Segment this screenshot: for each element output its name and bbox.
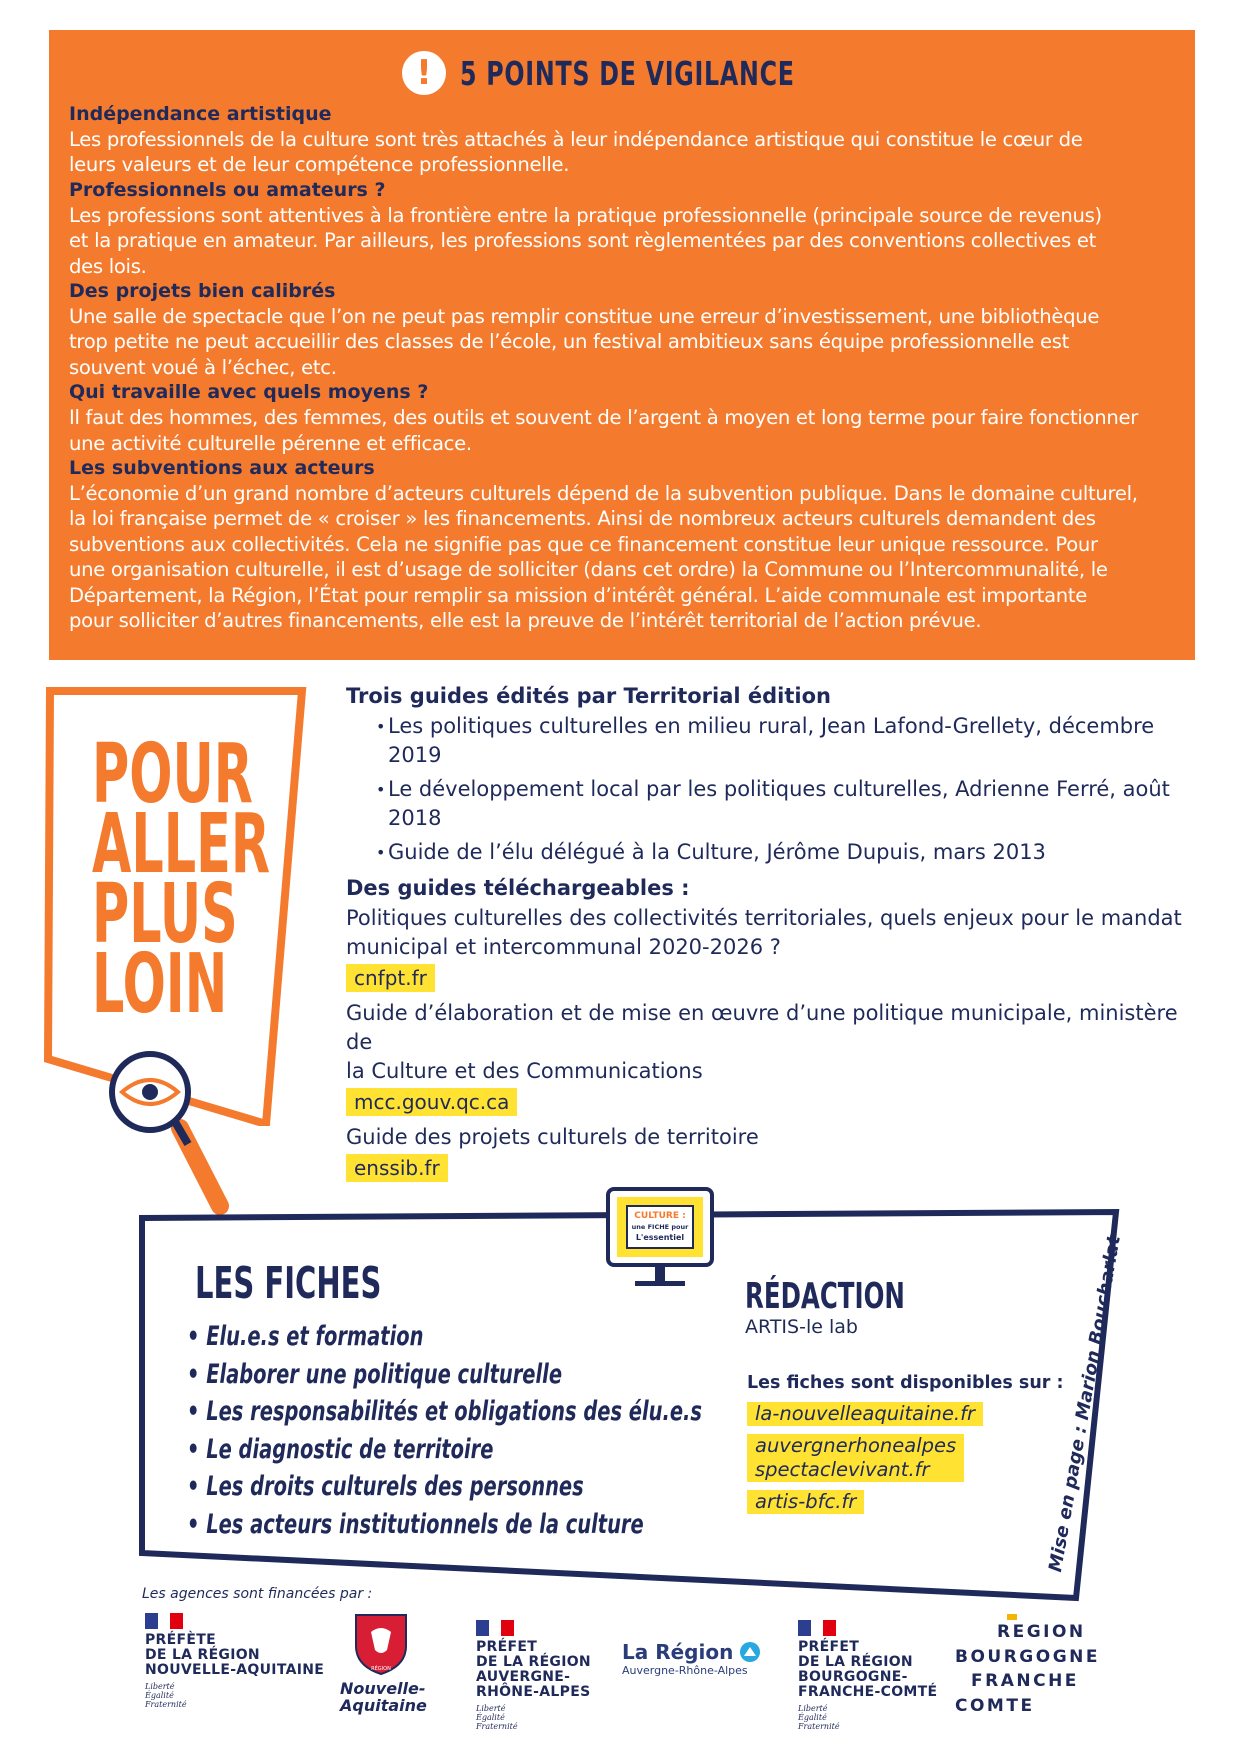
download-link[interactable]: mcc.gouv.qc.ca [346, 1088, 517, 1116]
further-title-line: ALLER [92, 797, 271, 892]
text-line: • Le développement local par les politiques culturelles, Adrienne Ferré, août [388, 777, 1170, 801]
text-line: Les professionnels de la culture sont très attachés à leur indépendance artistique qui constitue le cœur de [69, 128, 1083, 151]
vigilance-section-text [69, 405, 1173, 456]
download-link[interactable]: cnfpt.fr [346, 964, 435, 992]
fiche-item-label: Les acteurs institutionnels de la culture [206, 1508, 644, 1540]
logo-line: DE LA RÉGION [798, 1654, 913, 1670]
monitor-text-line: L'essentiel [635, 1233, 685, 1242]
devise-line: Liberté [476, 1704, 506, 1713]
text-line: une organisation culturelle, il est d’usage de solliciter (dans cet ordre) la Commune ou l’Intercommunalité, le [69, 558, 1108, 582]
french-flag-icon [145, 1613, 183, 1629]
fiche-item-label: Les droits culturels des personnes [206, 1471, 584, 1503]
devise-line: Égalité [145, 1691, 174, 1700]
text-line: la loi française permet de « croiser » les financements. Ainsi de nombreux acteurs culturels demandent des [69, 507, 1096, 531]
logo-line: AUVERGNE- [476, 1669, 571, 1685]
logo-line: PRÉFET [476, 1639, 538, 1655]
site-link[interactable] [747, 1434, 964, 1482]
text-line: L’économie d’un grand nombre d’acteurs culturels dépend de la subvention publique. Dans le domaine culturel, [69, 482, 1138, 506]
financed-label: Les agences sont financées par : [142, 1586, 373, 1602]
fiche-item [187, 1431, 702, 1469]
prefete-na-logo [145, 1613, 324, 1709]
region-bfc-line: FRANCHE [971, 1671, 1079, 1691]
further-guides [346, 680, 1206, 1189]
vigilance-section [69, 178, 1173, 279]
logo-line: DE LA RÉGION [145, 1647, 260, 1663]
vigilance-section-text [69, 304, 1173, 380]
vigilance-sections [69, 102, 1173, 634]
prefete-na-text [145, 1633, 324, 1678]
available-label: Les fiches sont disponibles sur : [747, 1373, 1064, 1393]
fiches-title: LES FICHES [195, 1258, 382, 1309]
layout-credit: Mise en page : Marion Boucharlat [1045, 1233, 1125, 1574]
prefet-ara-logo [476, 1620, 591, 1731]
vigilance-section-title: Qui travaille avec quels moyens ? [69, 381, 429, 404]
site-link[interactable] [747, 1402, 983, 1426]
text-line: Département, la Région, l’État pour remplir sa mission d’intérêt général. L’aide communale est importante [69, 583, 1088, 607]
region-bfc-line: REGION [997, 1622, 1086, 1642]
bullet: • [187, 1471, 207, 1503]
vigilance-box [49, 30, 1195, 660]
redaction-name: ARTIS-le lab [745, 1316, 858, 1338]
text-line: leurs valeurs et de leur compétence professionnelle. [69, 153, 570, 177]
fiche-item-label: Elaborer une politique culturelle [206, 1358, 563, 1390]
site-link[interactable] [747, 1490, 864, 1514]
region-na-line: Aquitaine [340, 1696, 427, 1715]
edited-guides-list [376, 712, 1206, 867]
text-line: Les professions sont attentives à la frontière entre la pratique professionnelle (principale source de revenus) [69, 203, 1102, 227]
region-na-text [340, 1679, 427, 1715]
logo-line: BOURGOGNE- [798, 1669, 908, 1685]
list-item [376, 775, 1206, 833]
vigilance-section-title: Professionnels ou amateurs ? [69, 178, 386, 201]
logo-line: FRANCHE-COMTÉ [798, 1684, 938, 1700]
vigilance-section [69, 102, 1173, 178]
devise [798, 1704, 937, 1731]
vigilance-section-text [69, 203, 1173, 279]
fiche-item-label: Les responsabilités et obligations des élu.e.s [206, 1396, 703, 1428]
devise-line: Fraternité [798, 1722, 840, 1731]
logo-line: DE LA RÉGION [476, 1654, 591, 1670]
devise [145, 1682, 324, 1709]
text-line: spectaclevivant.fr [755, 1458, 930, 1481]
devise-line: Égalité [798, 1713, 827, 1722]
logo-line: PRÉFET [798, 1639, 860, 1655]
further-title-line: PLUS [92, 867, 238, 962]
bullet: • [187, 1433, 207, 1465]
region-ara-logo [622, 1640, 761, 1677]
vigilance-section-title: Les subventions aux acteurs [69, 457, 375, 480]
prefet-bfc-text [798, 1640, 937, 1700]
vigilance-title: 5 POINTS DE VIGILANCE [460, 53, 795, 93]
text-line: • Guide de l’élu délégué à la Culture, Jérôme Dupuis, mars 2013 [388, 840, 1046, 864]
vigilance-section-title: Indépendance artistique [69, 103, 332, 125]
devise-line: Liberté [798, 1704, 828, 1713]
text-line: Guide des projets culturels de territoire [346, 1125, 759, 1149]
magnifier-eye-icon [108, 1050, 238, 1218]
region-na-logo [340, 1612, 427, 1715]
vigilance-section [69, 279, 1173, 380]
redaction-title: RÉDACTION [745, 1276, 905, 1317]
region-bfc-line: BOURGOGNE [955, 1646, 1101, 1667]
region-bfc-line: COMTE [955, 1695, 1035, 1716]
text-line: et la pratique en amateur. Par ailleurs, les professions sont règlementées par des conventions collectives et [69, 229, 1097, 253]
further-title [92, 727, 271, 1032]
vigilance-section [69, 380, 1173, 456]
vigilance-section [69, 456, 1173, 633]
text-line: une activité culturelle pérenne et efficace. [69, 431, 472, 455]
fiche-item [187, 1468, 702, 1506]
french-flag-icon [798, 1620, 836, 1636]
monitor-icon [605, 1186, 715, 1294]
further-title-line: LOIN [92, 937, 228, 1032]
vigilance-section-text [69, 481, 1173, 633]
text-line: trop petite ne peut accueillir des classes de l’école, un festival ambitieux sans équipe professionnelle est [69, 330, 1070, 354]
download-link[interactable]: enssib.fr [346, 1154, 448, 1182]
bullet: • [187, 1321, 207, 1352]
french-flag-icon [476, 1620, 514, 1636]
monitor-text-line: une FICHE pour [631, 1223, 689, 1231]
region-ara-emblem-icon [739, 1641, 761, 1663]
logo-line: RHÔNE-ALPES [476, 1684, 591, 1700]
exclamation-icon: ! [402, 51, 446, 95]
fiche-item-label: Le diagnostic de territoire [206, 1433, 494, 1465]
fiche-item [187, 1356, 702, 1394]
further-title-line: POUR [92, 727, 253, 822]
text-line: souvent voué à l’échec, etc. [69, 355, 337, 379]
bullet: • [187, 1508, 207, 1540]
fiche-item [187, 1393, 702, 1431]
shield-caption: RÉGION [371, 1666, 391, 1672]
text-line: 2018 [388, 806, 442, 830]
logo-line: PRÉFÈTE [145, 1632, 216, 1648]
text-line: subventions aux collectivités. Cela ne signifie pas que ce financement constitue leur unique ressource. Pour [69, 532, 1098, 556]
monitor-text-line: CULTURE : [634, 1211, 686, 1221]
fiche-item [187, 1318, 702, 1356]
region-bfc-logo [955, 1620, 1100, 1718]
devise-line: Égalité [476, 1713, 505, 1722]
devise-line: Fraternité [145, 1700, 187, 1709]
download-guides-list [346, 904, 1206, 1189]
text-line: pour solliciter d’autres financements, elle est la preuve de l’intérêt territorial de l’action prévue. [69, 609, 982, 633]
text-line: Guide d’élaboration et de mise en œuvre d’une politique municipale, ministère de [346, 1001, 1178, 1054]
text-line: Il faut des hommes, des femmes, des outils et souvent de l’argent à moyen et long terme pour faire fonctionner [69, 406, 1138, 430]
text-line: Politiques culturelles des collectivités territoriales, quels enjeux pour le mandat [346, 906, 1182, 930]
fiche-item-label: Elu.e.s et formation [206, 1321, 424, 1352]
edited-guides-heading: Trois guides édités par Territorial édition [346, 684, 831, 708]
vigilance-section-title: Des projets bien calibrés [69, 280, 336, 303]
sites-list [747, 1402, 987, 1522]
bullet: • [187, 1396, 207, 1428]
bfc-accent-mark [1007, 1614, 1017, 1620]
region-bfc-text [955, 1620, 1100, 1718]
prefet-ara-text [476, 1640, 591, 1700]
region-ara-title: La Région [622, 1640, 734, 1664]
text-line: Une salle de spectacle que l’on ne peut pas remplir constitue une erreur d’investissement, une bibliothèque [69, 305, 1100, 329]
text-line: la Culture et des Communications [346, 1059, 703, 1083]
text-line: artis-bfc.fr [755, 1490, 857, 1513]
download-guides-heading: Des guides téléchargeables : [346, 876, 690, 900]
region-ara-subtitle: Auvergne-Rhône-Alpes [622, 1664, 748, 1677]
text-line: la-nouvelleaquitaine.fr [755, 1402, 975, 1425]
prefet-bfc-logo [798, 1620, 937, 1731]
logo-line: NOUVELLE-AQUITAINE [145, 1662, 325, 1678]
text-line: municipal et intercommunal 2020-2026 ? [346, 935, 781, 959]
download-description [346, 999, 1206, 1086]
download-description [346, 904, 1206, 962]
vigilance-section-text [69, 127, 1173, 178]
shield-icon [353, 1612, 409, 1676]
list-item [376, 712, 1206, 770]
fiche-item [187, 1506, 702, 1544]
text-line: • Les politiques culturelles en milieu rural, Jean Lafond-Grellety, décembre 2019 [388, 714, 1155, 767]
download-description [346, 1123, 1206, 1152]
bullet: • [187, 1358, 207, 1390]
region-na-line: Nouvelle- [340, 1679, 426, 1698]
text-line: auvergnerhonealpes [755, 1434, 957, 1457]
devise-line: Fraternité [476, 1722, 518, 1731]
text-line: des lois. [69, 254, 147, 278]
devise-line: Liberté [145, 1682, 175, 1691]
vigilance-header [69, 48, 1173, 98]
list-item [376, 838, 1206, 867]
devise [476, 1704, 591, 1731]
